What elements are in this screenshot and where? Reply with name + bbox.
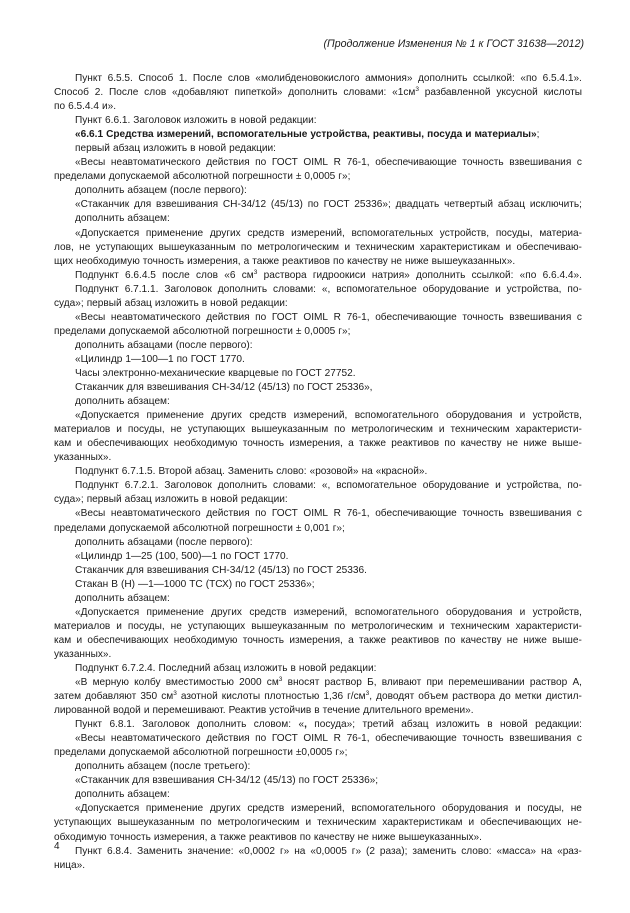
- paragraph: [54, 72, 582, 114]
- text-line: дополнить абзацем (после первого):: [75, 185, 247, 197]
- text-line: Подпункт 6.7.1.1. Заголовок дополнить словами: «, вспомогательное оборудование и устройства, по-: [75, 283, 582, 295]
- paragraph: [54, 718, 582, 732]
- text-line: Часы электронно-механические кварцевые по ГОСТ 27752.: [75, 367, 356, 379]
- paragraph: [54, 662, 582, 676]
- paragraph: [54, 381, 582, 395]
- text-line: уступающих вышеуказанным по метрологическим и техническим характеристикам и обеспечивающих не-: [54, 817, 582, 829]
- text-line: кам и обеспечивающих необходимую точность измерения, а также реактивов по качеству не ниже выше-: [54, 634, 582, 646]
- text-line: первый абзац изложить в новой редакции:: [75, 143, 276, 155]
- text-line: «Весы неавтоматического действия по ГОСТ OIML R 76-1, обеспечивающие точность взвешивания с: [75, 508, 582, 520]
- text-line: дополнить абзацем:: [75, 592, 170, 604]
- text-line: «Допускается применение других средств измерений, вспомогательного оборудования и посуды, не: [75, 803, 582, 815]
- paragraph: [54, 676, 582, 718]
- paragraph: [54, 212, 582, 226]
- paragraph: [54, 156, 582, 184]
- text-line: лов, не уступающих вышеуказанным по метрологическим и техническим характеристикам и обеспечиваю-: [54, 241, 582, 253]
- text-line: пределами допускаемой абсолютной погрешности ±0,0005 г»;: [54, 747, 348, 759]
- paragraph: [54, 269, 582, 283]
- paragraph: [54, 578, 582, 592]
- text-line: Пункт 6.5.5. Способ 1. После слов «молибденовокислого аммония» дополнить ссылкой: «по 6.5.4.1».: [75, 73, 582, 84]
- running-header: (Продолжение Изменения № 1 к ГОСТ 31638—2012): [323, 38, 584, 50]
- text-line: Подпункт 6.6.4.5 после слов «6 $см^3$ раствора гидроокиси натрия» дополнить ссылкой: «по 6.6.4.4».: [75, 268, 582, 281]
- text-line: указанных».: [54, 452, 112, 464]
- paragraph: [54, 339, 582, 353]
- text-line: лированной водой и перемешивают. Реактив устойчив в течение длительного времени».: [54, 705, 474, 717]
- text-line: суда»; первый абзац изложить в новой редакции:: [54, 297, 288, 309]
- paragraph: [54, 311, 582, 339]
- text-line: Подпункт 6.7.2.1. Заголовок дополнить словами: «, вспомогательное оборудование и устройства, по-: [75, 480, 582, 492]
- text-line: «Весы неавтоматического действия по ГОСТ OIML R 76-1, обеспечивающие точность взвешивания с: [75, 157, 582, 169]
- text-line: «Стаканчик для взвешивания СН-34/12 (45/13) по ГОСТ 25336»;: [75, 775, 379, 787]
- text-line: «Стаканчик для взвешивания СН-34/12 (45/13) по ГОСТ 25336»; двадцать четвертый абзац исключить;: [75, 199, 582, 211]
- text-line: пределами допускаемой абсолютной погрешности ± 0,001 г»;: [54, 522, 345, 534]
- text-line: дополнить абзацем:: [75, 213, 170, 225]
- text-line: дополнить абзацами (после первого):: [75, 339, 253, 351]
- text-line: по 6.5.4.4 и».: [54, 101, 117, 113]
- paragraph: [54, 367, 582, 381]
- text-line: «Весы неавтоматического действия по ГОСТ OIML R 76-1, обеспечивающие точность взвешивания с: [75, 733, 582, 745]
- paragraph: [54, 507, 582, 535]
- text-line: Подпункт 6.7.2.4. Последний абзац изложить в новой редакции:: [75, 662, 377, 674]
- text-line: Стакан В (Н) —1—1000 ТС (ТСХ) по ГОСТ 25336»;: [75, 578, 315, 590]
- text-line: щих необходимую точность измерения, а также реактивов по качеству не ниже вышеуказанных».: [54, 255, 516, 267]
- paragraph: [54, 353, 582, 367]
- text-line: обходимую точность измерения, а также реактивов по качеству не ниже вышеуказанных».: [54, 831, 482, 843]
- paragraph: [54, 283, 582, 311]
- paragraph: [54, 802, 582, 844]
- text-line: «В мерную колбу вместимостью 2000 $см^3$ вносят раствор Б, вливают при перемешивании раствор А,: [75, 676, 582, 689]
- paragraph: [54, 128, 582, 142]
- text-line: суда»; первый абзац изложить в новой редакции:: [54, 494, 288, 506]
- paragraph: [54, 606, 582, 662]
- text-line: кам и обеспечивающих необходимую точность измерения, а также реактивов по качеству не ниже выше-: [54, 438, 582, 450]
- paragraph: [54, 479, 582, 507]
- text-line: «Допускается применение других средств измерений, вспомогательного оборудования и устройств,: [75, 410, 582, 422]
- paragraph: [54, 788, 582, 802]
- paragraph: [54, 184, 582, 198]
- text-line: Стаканчик для взвешивания СН-34/12 (45/13) по ГОСТ 25336.: [75, 564, 367, 576]
- text-line: «Весы неавтоматического действия по ГОСТ OIML R 76-1, обеспечивающие точность взвешивания с: [75, 311, 582, 323]
- paragraph: [54, 227, 582, 269]
- text-line: пределами допускаемой абсолютной погрешности ± 0,0005 г»;: [54, 325, 351, 337]
- paragraph: [54, 774, 582, 788]
- text-line: Пункт 6.6.1. Заголовок изложить в новой редакции:: [75, 115, 317, 127]
- paragraph: [54, 465, 582, 479]
- paragraph: [54, 732, 582, 760]
- text-line: «Допускается применение других средств измерений, вспомогательного оборудования и устройств,: [75, 606, 582, 618]
- paragraph: [54, 564, 582, 578]
- text-line: ница».: [54, 859, 86, 871]
- text-line: указанных».: [54, 648, 112, 660]
- text-line: затем добавляют 350 $см^3$ азотной кислоты плотностью 1,36 $г/см^3$, доводят объем раствора до метки дистил-: [54, 690, 582, 703]
- paragraph: [54, 142, 582, 156]
- text-line: дополнить абзацем (после третьего):: [75, 761, 251, 773]
- paragraph: [54, 760, 582, 774]
- paragraph: [54, 592, 582, 606]
- text-line: Пункт 6.8.4. Заменить значение: «0,0002 г» на «0,0005 г» (2 раза); заменить слово: «масса» на «раз-: [75, 845, 582, 857]
- text-line: «Допускается применение других средств измерений, вспомогательных устройств, посуды, материа-: [75, 227, 582, 239]
- paragraph: [54, 550, 582, 564]
- text-line: дополнить абзацем:: [75, 789, 170, 801]
- text-line: Стаканчик для взвешивания СН-34/12 (45/13) по ГОСТ 25336»,: [75, 382, 373, 394]
- text-line: материалов и посуды, не уступающих вышеуказанным по метрологическим и техническим характеристи-: [54, 620, 582, 632]
- paragraph: [54, 395, 582, 409]
- text-line: «6.6.1 Средства измерений, вспомогательные устройства, реактивы, посуда и материалы»;: [75, 129, 540, 141]
- text-line: «Цилиндр 1—100—1 по ГОСТ 1770.: [75, 353, 245, 365]
- text-line: дополнить абзацами (после первого):: [75, 536, 253, 548]
- text-line: Подпункт 6.7.1.5. Второй абзац. Заменить слово: «розовой» на «красной».: [75, 466, 428, 478]
- text-line: дополнить абзацем:: [75, 396, 170, 408]
- page-number: 4: [54, 841, 60, 852]
- paragraph: [54, 409, 582, 465]
- paragraph: [54, 845, 582, 873]
- text-line: материалов и посуды, не уступающих вышеуказанным по метрологическим и техническим характеристи-: [54, 424, 582, 436]
- text-line: Способ 2. После слов «добавляют пипеткой» дополнить словами: «$1см^3$ разбавленной уксусной кислоты: [54, 86, 582, 99]
- text-line: «Цилиндр 1—25 (100, 500)—1 по ГОСТ 1770.: [75, 550, 289, 562]
- text-line: пределами допускаемой абсолютной погрешности ± 0,0005 г»;: [54, 171, 351, 183]
- paragraph: [54, 114, 582, 128]
- paragraph: [54, 198, 582, 212]
- document-body: [54, 72, 582, 873]
- paragraph: [54, 536, 582, 550]
- text-line: Пункт 6.8.1. Заголовок дополнить словом: «, посуда»; третий абзац изложить в новой редакции:: [75, 719, 582, 731]
